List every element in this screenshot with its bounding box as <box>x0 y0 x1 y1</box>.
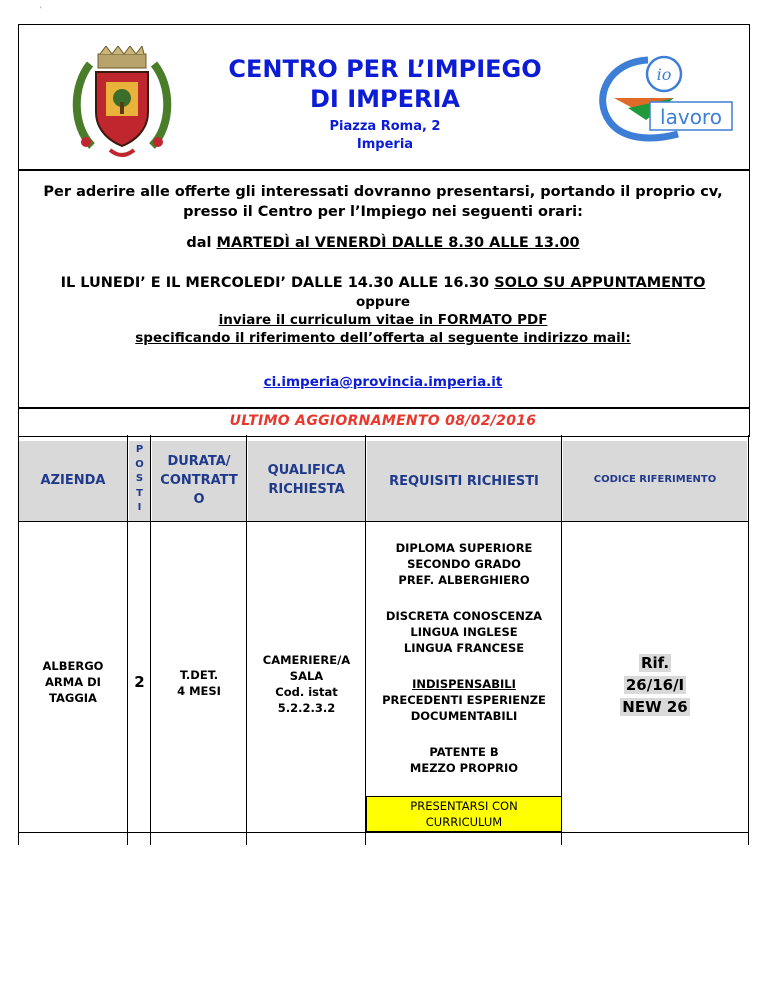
schedule-days: MARTEDÌ al VENERDÌ DALLE 8.30 ALLE 13.00 <box>216 235 580 251</box>
page-mark: ' <box>40 6 42 13</box>
reference-line: specificando il riferimento dell’offerta al seguente indirizzo mail: <box>135 330 631 346</box>
qualifica-line-3: Cod. istat <box>275 685 338 699</box>
req-license-1: PATENTE B <box>429 745 499 759</box>
cell-azienda <box>19 658 127 706</box>
th-requisiti: REQUISITI RICHIESTI <box>389 474 539 489</box>
cell-codice <box>563 652 747 718</box>
req-experience-1: PRECEDENTI ESPERIENZE <box>382 693 546 707</box>
table-right-border <box>748 435 749 845</box>
req-education <box>367 540 561 588</box>
th-qualifica-1: QUALIFICA <box>267 463 346 478</box>
address <box>190 118 580 154</box>
io-lavoro-logo <box>588 50 738 145</box>
cell-qualifica <box>248 652 365 716</box>
schedule-line <box>18 233 748 253</box>
monday-text: IL LUNEDI’ E IL MERCOLEDI’ DALLE 14.30 ALLE 16.30 <box>60 275 495 291</box>
col-sep-2 <box>150 435 151 845</box>
page-title <box>190 54 580 114</box>
req-highlight-1: PRESENTARSI CON <box>410 799 518 813</box>
monday-line <box>18 273 748 293</box>
durata-line-2: 4 MESI <box>177 684 221 698</box>
req-languages <box>367 608 561 656</box>
req-highlight-2: CURRICULUM <box>425 815 503 829</box>
info-line-2: presso il Centro per l’Impiego nei seguenti orari: <box>183 204 583 220</box>
th-codice: CODICE RIFERIMENTO <box>593 474 717 485</box>
req-highlight-box <box>366 796 562 832</box>
appointment-block <box>18 273 748 347</box>
info-intro <box>18 182 748 222</box>
address-street: Piazza Roma, 2 <box>329 119 441 134</box>
azienda-line-2: ARMA DI <box>45 675 101 689</box>
address-city: Imperia <box>356 137 414 152</box>
email-link[interactable]: ci.imperia@provincia.imperia.it <box>263 374 503 390</box>
req-experience-indispensable: INDISPENSABILI <box>412 677 516 691</box>
qualifica-line-4: 5.2.2.3.2 <box>277 701 336 715</box>
th-durata-2: CONTRATT <box>160 473 238 488</box>
cell-posti: 2 <box>134 673 145 691</box>
th-posti <box>129 443 150 516</box>
codice-new: NEW 26 <box>622 698 688 716</box>
row-divider <box>18 832 749 833</box>
req-license <box>367 744 561 776</box>
qualifica-line-1: CAMERIERE/A <box>262 653 351 667</box>
codice-line-3 <box>563 696 747 718</box>
header-row-divider <box>18 521 749 522</box>
col-sep-4 <box>365 435 366 845</box>
req-experience-2: DOCUMENTABILI <box>410 709 518 723</box>
req-languages-2: LINGUA INGLESE <box>410 625 518 639</box>
th-posti-o: O <box>135 458 144 470</box>
imperia-coat-of-arms-logo <box>72 46 172 160</box>
th-azienda: AZIENDA <box>40 473 106 488</box>
req-education-1: DIPLOMA SUPERIORE <box>395 541 533 555</box>
codice-number: 26/16/I <box>625 676 685 694</box>
appointment-only: SOLO SU APPUNTAMENTO <box>494 275 706 291</box>
th-posti-p: P <box>135 444 144 455</box>
col-sep-1 <box>127 435 128 845</box>
title-line-2: DI IMPERIA <box>310 85 460 113</box>
req-experience <box>367 676 561 724</box>
logo-lavoro-text: lavoro <box>660 105 722 129</box>
col-sep-5 <box>561 435 562 845</box>
codice-line-1 <box>563 652 747 674</box>
title-line-1: CENTRO PER L’IMPIEGO <box>228 55 542 83</box>
th-durata <box>152 452 246 509</box>
email-row <box>18 372 748 392</box>
azienda-line-3: TAGGIA <box>49 691 97 705</box>
req-languages-1: DISCRETA CONOSCENZA <box>385 609 543 623</box>
azienda-line-1: ALBERGO <box>42 659 104 673</box>
col-sep-3 <box>246 435 247 845</box>
durata-line-1: T.DET. <box>179 668 219 682</box>
th-durata-3: O <box>193 492 205 507</box>
logo-io-text: io <box>656 65 672 84</box>
codice-line-2 <box>563 674 747 696</box>
codice-rif: Rif. <box>640 654 670 672</box>
th-posti-s: S <box>135 473 144 484</box>
th-qualifica <box>248 461 365 499</box>
th-posti-t: T <box>136 487 143 499</box>
cell-durata <box>152 667 246 699</box>
schedule-prefix: dal <box>186 235 217 251</box>
req-languages-3: LINGUA FRANCESE <box>403 641 525 655</box>
qualifica-line-2: SALA <box>289 669 324 683</box>
th-durata-1: DURATA/ <box>167 454 231 469</box>
last-update-text: ULTIMO AGGIORNAMENTO 08/02/2016 <box>229 413 537 429</box>
th-qualifica-2: RICHIESTA <box>268 482 345 497</box>
th-posti-i: I <box>137 502 142 513</box>
oppure-text: oppure <box>355 294 411 310</box>
send-cv-line: inviare il curriculum vitae in FORMATO PDF <box>218 312 548 328</box>
req-education-2: SECONDO GRADO <box>407 557 521 571</box>
req-license-2: MEZZO PROPRIO <box>409 761 519 775</box>
req-education-3: PREF. ALBERGHIERO <box>398 573 530 587</box>
info-line-1: Per aderire alle offerte gli interessati dovranno presentarsi, portando il proprio cv, <box>43 184 723 200</box>
